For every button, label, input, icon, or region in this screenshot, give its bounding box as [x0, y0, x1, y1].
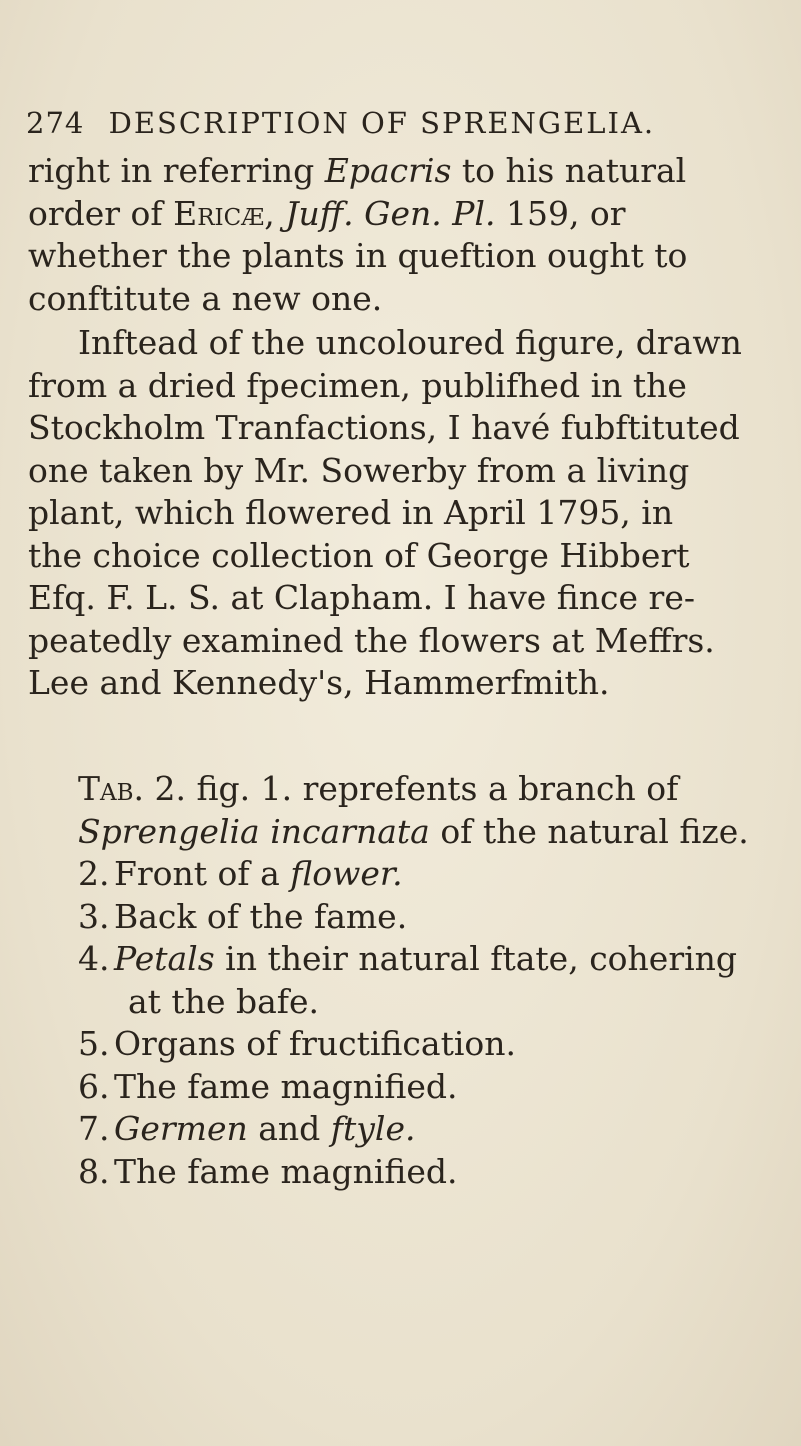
running-header: [26, 106, 766, 140]
text-line: plant, which flowered in April 1795, in: [28, 493, 674, 532]
text-line: Inftead of the uncoloured figure, drawn: [78, 323, 742, 362]
text-line: order of Ericæ, Juff. Gen. Pl. 159, or: [28, 193, 626, 233]
text-line: Lee and Kennedy's, Hammerfmith.: [28, 663, 610, 702]
plate-explanation: [28, 768, 768, 1193]
running-title: DESCRIPTION OF SPRENGELIA.: [108, 106, 656, 140]
text-line: whether the plants in queftion ought to: [28, 236, 688, 275]
paragraph-continuation: [28, 150, 768, 320]
text-line: peatedly examined the flowers at Meffrs.: [28, 620, 715, 660]
plate-caption-line: Sprengelia incarnata of the natural fize.: [78, 811, 749, 851]
figure-item: 3. Back of the fame.: [78, 896, 408, 936]
figure-item: 6. The fame magnified.: [78, 1066, 458, 1106]
text-line: the choice collection of George Hibbert: [28, 535, 690, 575]
figure-item-continuation: at the bafe.: [128, 981, 319, 1021]
figure-item: 2. Front of a flower.: [78, 854, 403, 893]
paragraph-specimen: [28, 322, 768, 705]
text-line: one taken by Mr. Sowerby from a living: [28, 450, 690, 490]
figure-item: 5. Organs of fructification.: [78, 1024, 517, 1063]
text-line: right in referring Epacris to his natural: [28, 151, 687, 190]
plate-caption-line: Tab. 2. fig. 1. reprefents a branch of: [78, 769, 679, 808]
figure-item: 4. Petals in their natural ftate, cohering: [78, 939, 738, 978]
text-line: from a dried fpecimen, publifhed in the: [28, 365, 687, 405]
page-number: 274: [26, 106, 85, 140]
figure-item: 8. The fame magnified.: [78, 1151, 458, 1191]
text-line: Efq. F. L. S. at Clapham. I have fince re-: [28, 578, 696, 617]
text-line: Stockholm Tranfactions, I havé fubftituted: [28, 408, 740, 447]
figure-item: 7. Germen and ftyle.: [78, 1109, 416, 1148]
text-line: conftitute a new one.: [28, 278, 383, 318]
